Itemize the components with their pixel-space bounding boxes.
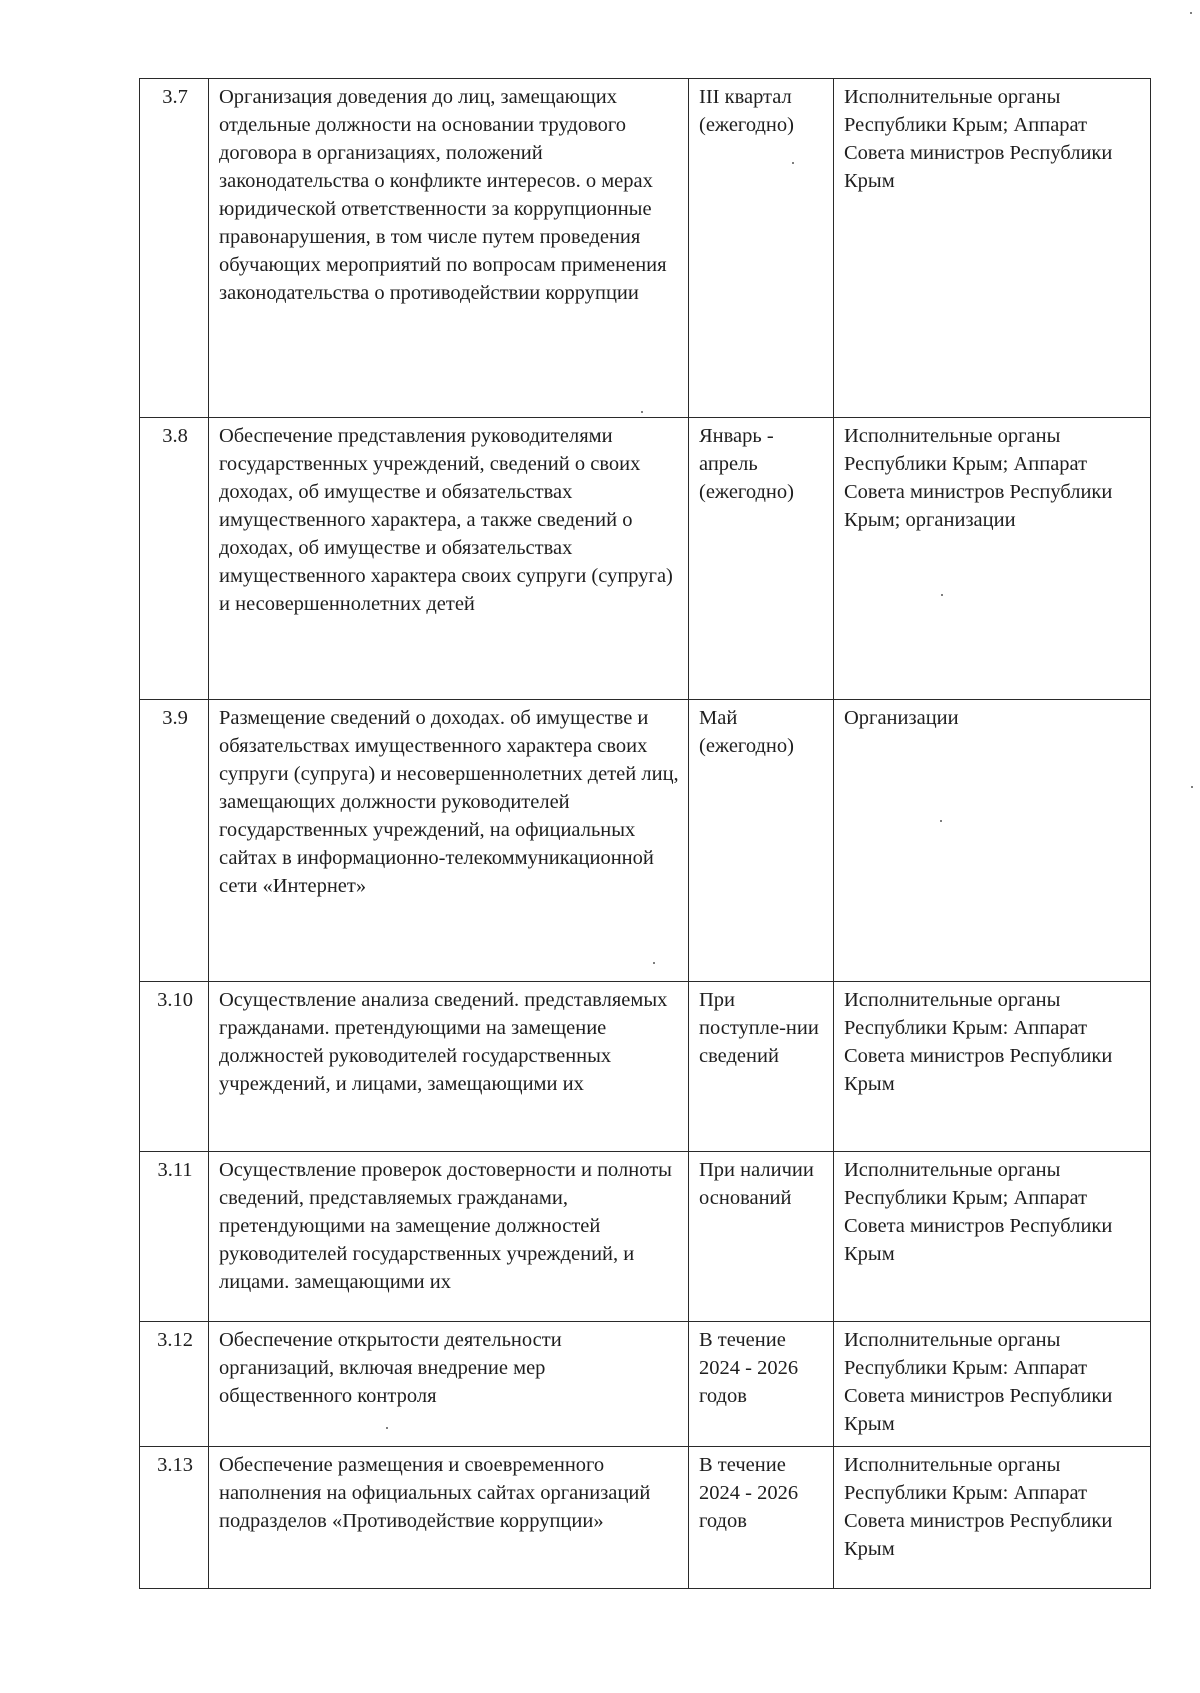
activity-cell: Организация доведения до лиц, замещающих отдельные должности на основании трудового договора в организациях, положений законодательства о конфликте интересов. о мерах юридической ответственности за коррупционные правонарушения, в том числе путем проведения обучающих мероприятий по вопросам применения законодательства о противодействии коррупции xyxy=(209,79,689,418)
scan-speck xyxy=(940,820,942,822)
scan-speck xyxy=(641,411,643,413)
term-cell: В течение 2024 - 2026 годов xyxy=(689,1322,834,1447)
activity-cell: Осуществление проверок достоверности и полноты сведений, представляемых гражданами, претендующими на замещение должностей руководителей государственных учреждений, и лицами. замещающими их xyxy=(209,1152,689,1322)
scan-speck xyxy=(386,1427,388,1429)
table-row xyxy=(140,1447,1151,1589)
table-row xyxy=(140,700,1151,982)
responsible-cell: Исполнительные органы Республики Крым: Аппарат Совета министров Республики Крым xyxy=(834,1447,1151,1589)
term-cell: Май (ежегодно) xyxy=(689,700,834,982)
scan-speck xyxy=(941,594,943,596)
responsible-cell: Организации xyxy=(834,700,1151,982)
activity-cell: Обеспечение размещения и своевременного наполнения на официальных сайтах организаций подразделов «Противодействие коррупции» xyxy=(209,1447,689,1589)
anticorruption-plan-table xyxy=(139,78,1151,1589)
activity-cell: Осуществление анализа сведений. представляемых гражданами. претендующими на замещение должностей руководителей государственных учреждений, и лицами, замещающими их xyxy=(209,982,689,1152)
table-row xyxy=(140,982,1151,1152)
scan-speck xyxy=(653,962,655,964)
term-cell: Январь - апрель (ежегодно) xyxy=(689,418,834,700)
responsible-cell: Исполнительные органы Республики Крым; Аппарат Совета министров Республики Крым xyxy=(834,1152,1151,1322)
activity-cell: Обеспечение открытости деятельности организаций, включая внедрение мер общественного контроля xyxy=(209,1322,689,1447)
scan-speck xyxy=(1191,786,1193,788)
item-number: 3.9 xyxy=(140,700,209,982)
table-row xyxy=(140,1322,1151,1447)
item-number: 3.13 xyxy=(140,1447,209,1589)
responsible-cell: Исполнительные органы Республики Крым; Аппарат Совета министров Республики Крым; организации xyxy=(834,418,1151,700)
table-row xyxy=(140,418,1151,700)
item-number: 3.12 xyxy=(140,1322,209,1447)
scan-speck xyxy=(792,162,794,164)
table-row xyxy=(140,79,1151,418)
table-row xyxy=(140,1152,1151,1322)
responsible-cell: Исполнительные органы Республики Крым; Аппарат Совета министров Республики Крым xyxy=(834,79,1151,418)
term-cell: III квартал (ежегодно) xyxy=(689,79,834,418)
item-number: 3.11 xyxy=(140,1152,209,1322)
term-cell: При поступле-нии сведений xyxy=(689,982,834,1152)
item-number: 3.10 xyxy=(140,982,209,1152)
item-number: 3.7 xyxy=(140,79,209,418)
responsible-cell: Исполнительные органы Республики Крым: Аппарат Совета министров Республики Крым xyxy=(834,1322,1151,1447)
activity-cell: Размещение сведений о доходах. об имуществе и обязательствах имущественного характера своих супруги (супруга) и несовершеннолетних детей лиц, замещающих должности руководителей государственных учреждений, на официальных сайтах в информационно-телекоммуникационной сети «Интернет» xyxy=(209,700,689,982)
term-cell: В течение 2024 - 2026 годов xyxy=(689,1447,834,1589)
scan-speck xyxy=(1190,12,1192,14)
responsible-cell: Исполнительные органы Республики Крым: Аппарат Совета министров Республики Крым xyxy=(834,982,1151,1152)
item-number: 3.8 xyxy=(140,418,209,700)
activity-cell: Обеспечение представления руководителями государственных учреждений, сведений о своих доходах, об имуществе и обязательствах имущественного характера, а также сведений о доходах, об имуществе и обязательствах имущественного характера своих супруги (супруга) и несовершеннолетних детей xyxy=(209,418,689,700)
term-cell: При наличии оснований xyxy=(689,1152,834,1322)
